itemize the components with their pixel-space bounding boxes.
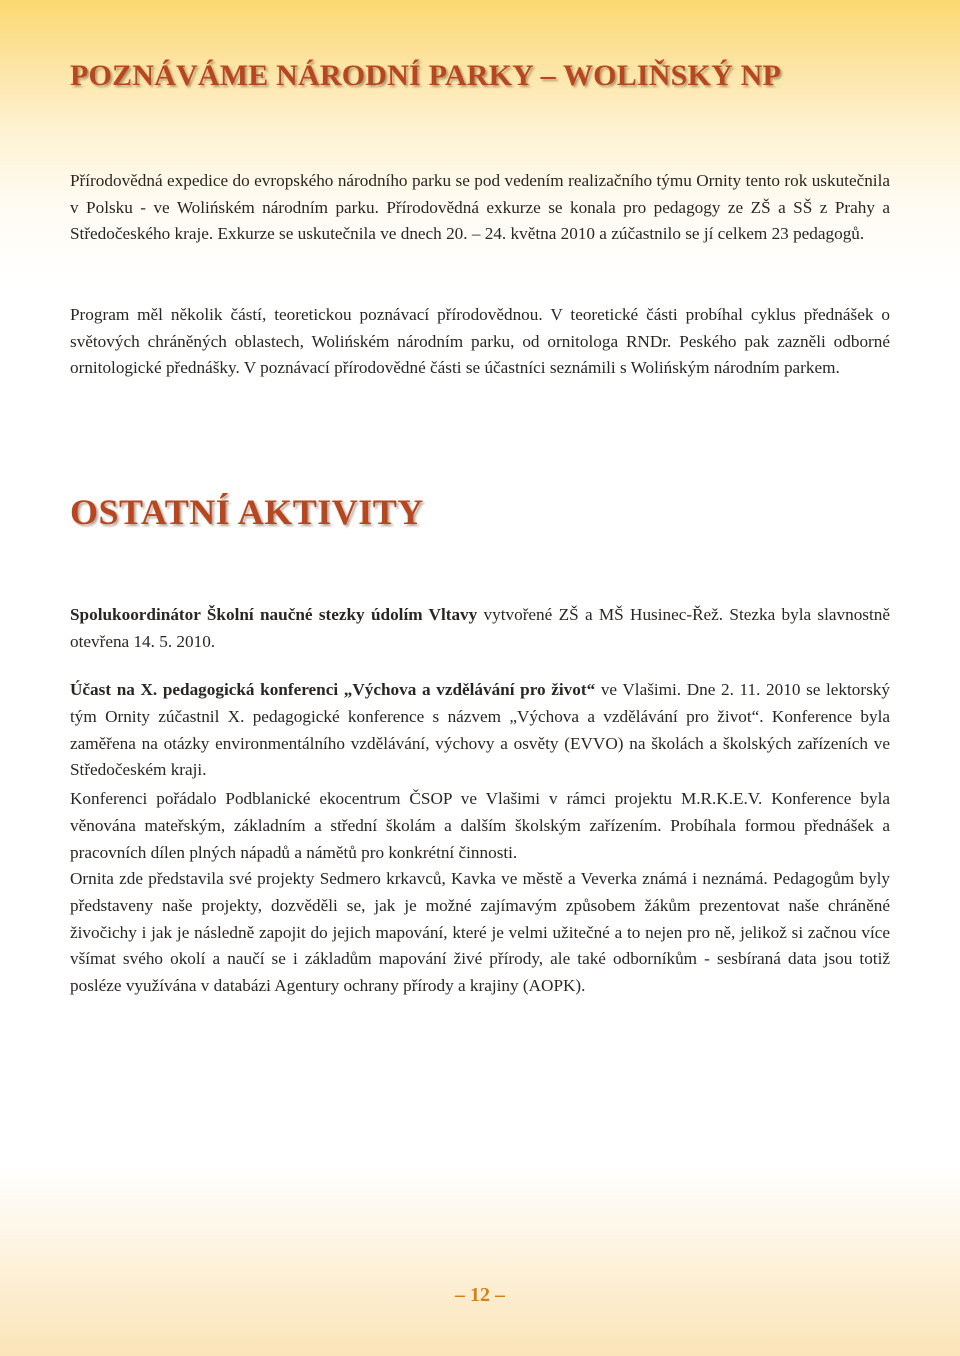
conference-text: ve Vlašimi. Dne 2. 11. 2010 se lektorský tým Ornity zúčastnil X. pedagogické konference s názvem „Výchova a vzdělávání pro život“. Konference byla zaměřena na otázky environmentálního vzdělávání, výchovy a osvěty (EVVO) na školách a školských zařízeních ve Středočeském kraji. xyxy=(70,680,890,780)
paragraph-ornita-projects: Ornita zde představila své projekty Sedmero krkavců, Kavka ve městě a Veverka známá i neznámá. Pedagogům byly představeny naše projekty, dozvěděli se, jak je možné zajímavým způsobem žákům prezentovat naše chráněné živočichy i jak je následně zapojit do jejich mapování, které je velmi užitečné a to nejen pro ně, jelikož si začnou více všímat svého okolí a naučí se i základům mapování živé přírody, ale také odborníkům - sesbíraná data jsou totiž posléze využívána v databázi Agentury ochrany přírody a krajiny (AOPK). xyxy=(70,869,890,996)
paragraph-conference xyxy=(70,677,890,784)
section-title-other-activities: OSTATNÍ AKTIVITY xyxy=(70,492,424,532)
paragraph-program: Program měl několik částí, teoretickou poznávací přírodovědnou. V teoretické části probíhal cyklus přednášek o světových chráněných oblastech, Wolińském národním parku, od ornitologa RNDr. Peského pak zazněli odborné ornitologické přednášky. V poznávací přírodovědné části se účastníci seznámili s Wolińským národním parkem. xyxy=(70,305,890,378)
nature-trail-text: vytvořené ZŠ a MŠ Husinec-Řež. Stezka byla slavnostně otevřena 14. 5. 2010. xyxy=(70,605,890,651)
paragraph-nature-trail xyxy=(70,602,890,656)
section-title-national-parks: POZNÁVÁME NÁRODNÍ PARKY – WOLIŇSKÝ NP xyxy=(70,59,782,92)
page-number: – 12 – xyxy=(455,1284,505,1306)
conference-heading: Účast na X. pedagogická konferenci „Výchova a vzdělávání pro život“ xyxy=(70,680,596,699)
paragraph-conference-organizer: Konferenci pořádalo Podblanické ekocentrum ČSOP ve Vlašimi v rámci projektu M.R.K.E.V. Konference byla věnována mateřským, základním a střední školám a dalším školským zařízením. Probíhala formou přednášek a pracovních dílen plných nápadů a námětů pro konkrétní činnosti. xyxy=(70,789,890,862)
paragraph-expedition: Přírodovědná expedice do evropského národního parku se pod vedením realizačního týmu Ornity tento rok uskutečnila v Polsku - ve Wolińském národním parku. Přírodovědná exkurze se konala pro pedagogy ze ZŠ a SŠ z Prahy a Středočeského kraje. Exkurze se uskutečnila ve dnech 20. – 24. května 2010 a zúčastnilo se jí celkem 23 pedagogů. xyxy=(70,171,890,244)
nature-trail-heading: Spolukoordinátor Školní naučné stezky údolím Vltavy xyxy=(70,605,478,624)
